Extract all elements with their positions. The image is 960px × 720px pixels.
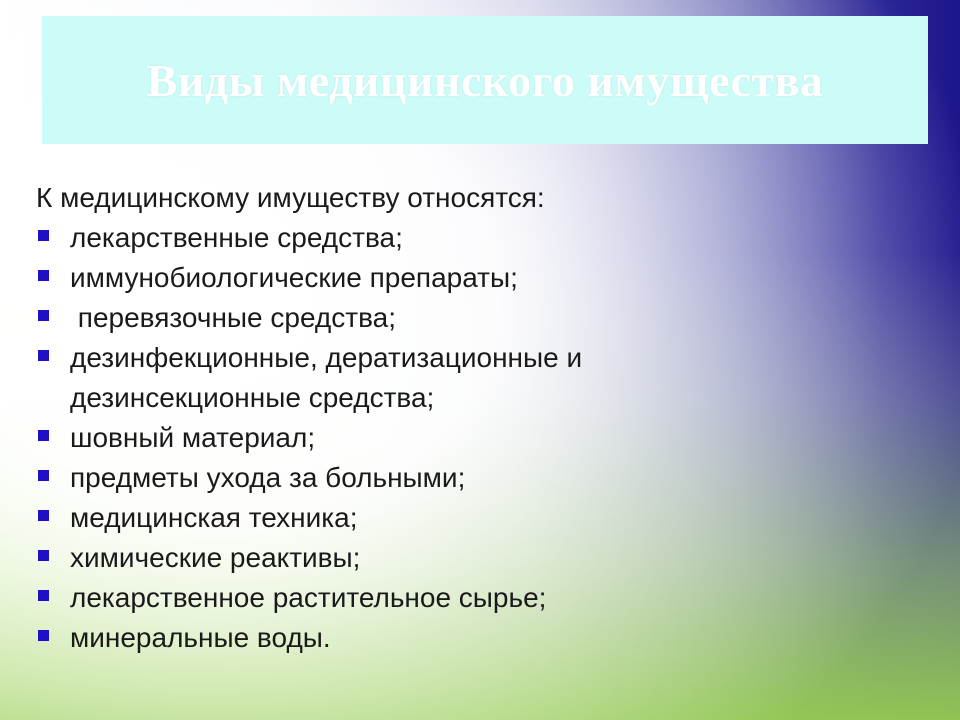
list-item-label: предметы ухода за больными; <box>70 462 466 493</box>
list-item-label: шовный материал; <box>70 422 316 453</box>
list-item <box>36 578 916 618</box>
list-item-label: минеральные воды. <box>70 622 331 653</box>
square-bullet-icon <box>38 550 49 561</box>
list-item <box>36 618 916 658</box>
list-item-label: медицинская техника; <box>70 502 358 533</box>
list-item <box>36 418 916 458</box>
title-box <box>42 16 928 144</box>
square-bullet-icon <box>38 310 49 321</box>
slide-title: Виды медицинского имущества <box>146 54 824 106</box>
list-item <box>36 258 916 298</box>
list-item-label: лекарственные средства; <box>70 222 403 253</box>
list-item-label: лекарственное растительное сырье; <box>70 582 547 613</box>
square-bullet-icon <box>38 510 49 521</box>
bullet-list <box>36 218 916 658</box>
square-bullet-icon <box>38 470 49 481</box>
square-bullet-icon <box>38 590 49 601</box>
square-bullet-icon <box>38 350 49 361</box>
list-item <box>36 338 916 418</box>
content-area <box>36 178 916 658</box>
list-item <box>36 538 916 578</box>
list-item <box>36 498 916 538</box>
square-bullet-icon <box>38 270 49 281</box>
list-item-label: химические реактивы; <box>70 542 361 573</box>
list-item-label: перевязочные средства; <box>70 302 396 333</box>
list-item <box>36 458 916 498</box>
list-item-label: иммунобиологические препараты; <box>70 262 518 293</box>
square-bullet-icon <box>38 230 49 241</box>
square-bullet-icon <box>38 630 49 641</box>
intro-text: К медицинскому имуществу относятся: <box>36 182 545 213</box>
list-item <box>36 298 916 338</box>
square-bullet-icon <box>38 430 49 441</box>
list-item-label: дезинфекционные, дератизационные и дезинсекционные средства; <box>70 342 590 413</box>
list-item <box>36 218 916 258</box>
